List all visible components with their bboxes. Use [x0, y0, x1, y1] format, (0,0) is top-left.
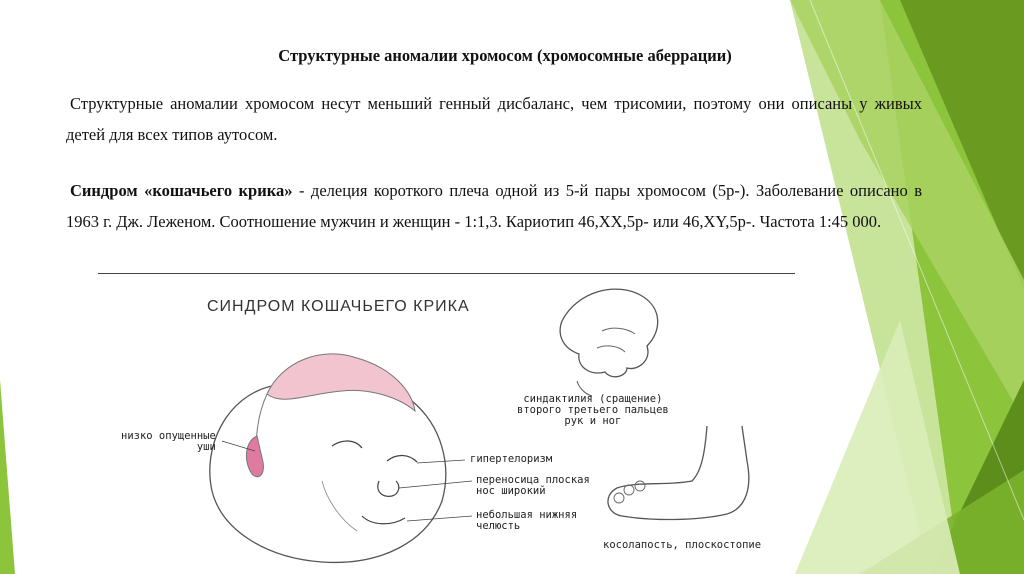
baby-drawing [107, 276, 797, 565]
syndrome-term: Синдром «кошачьего крика» [70, 181, 293, 200]
label-small-jaw [476, 510, 577, 532]
cat-cry-syndrome-illustration [107, 276, 797, 565]
paragraph-cat-cry [66, 175, 922, 237]
label-jaw-line1: небольшая нижняя [476, 509, 578, 521]
paragraph-intro: Структурные аномалии хромосом несут меньший генный дисбаланс, чем трисомии, поэтому они описаны у живых детей для всех типов аутосом. [66, 94, 922, 144]
label-clubfoot: косолапость, плоскостопие [603, 539, 762, 551]
label-hypertelorism: гипертелоризм [470, 453, 553, 465]
label-nose-line2: нос широкий [476, 485, 546, 497]
label-syndactyly-line3: рук и ног [564, 415, 622, 427]
illustration-heading: СИНДРОМ КОШАЧЬЕГО КРИКА [207, 298, 470, 315]
label-jaw-line2: челюсть [476, 520, 521, 532]
label-syndactyly-line2: второго третьего пальцев [517, 404, 669, 416]
label-nose-line1: переносица плоская [476, 474, 590, 486]
label-flat-nose [476, 475, 590, 497]
label-syndactyly-line1: синдактилия (сращение) [523, 393, 663, 405]
label-ears-line2: уши [196, 441, 216, 453]
divider-line [98, 273, 795, 274]
slide-title: Структурные аномалии хромосом (хромосомные аберрации) [278, 46, 732, 65]
label-low-ears [121, 431, 216, 453]
label-ears-line1: низко опущенные [121, 430, 216, 442]
label-syndactyly [517, 394, 669, 427]
syndrome-description: - делеция короткого плеча одной из 5-й пары хромосом (5р-). Заболевание описано в 1963 г. Дж. Леженом. Соотношение мужчин и женщин - 1:1,3. Кариотип 46,XX,5p- или 46,XY,5p-. Частота 1:45 000. [66, 181, 922, 231]
